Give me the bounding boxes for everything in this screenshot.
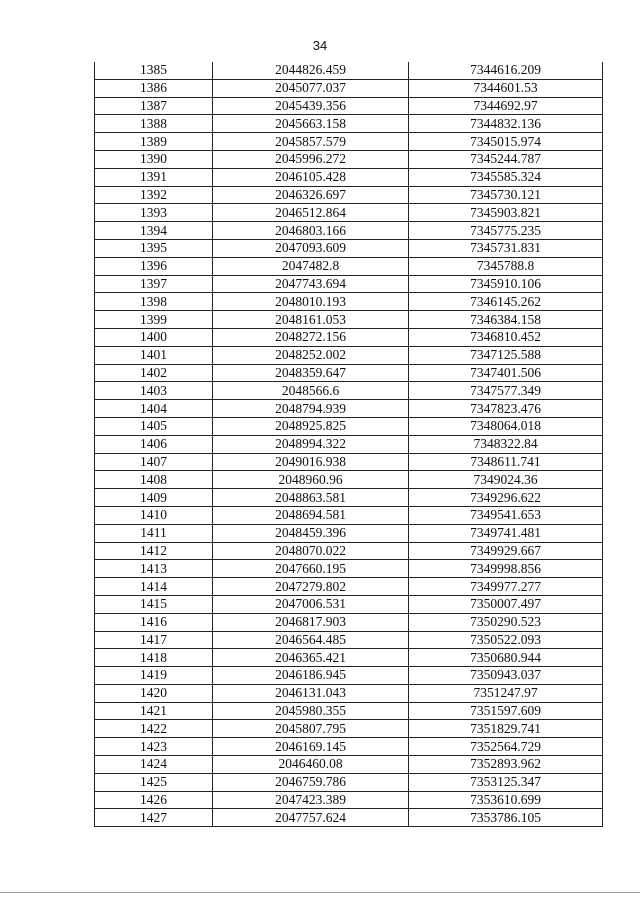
table-row [95, 578, 603, 596]
y-coordinate-cell: 7344601.53 [409, 79, 603, 97]
point-number-cell: 1427 [95, 809, 213, 827]
y-coordinate-cell: 7350290.523 [409, 613, 603, 631]
table-row [95, 328, 603, 346]
point-number-cell: 1410 [95, 506, 213, 524]
y-coordinate-cell: 7351829.741 [409, 720, 603, 738]
table-row [95, 168, 603, 186]
table-row [95, 756, 603, 774]
coordinates-table-body [95, 62, 603, 827]
y-coordinate-cell: 7347823.476 [409, 400, 603, 418]
x-coordinate-cell: 2046817.903 [213, 613, 409, 631]
y-coordinate-cell: 7348611.741 [409, 453, 603, 471]
x-coordinate-cell: 2048070.022 [213, 542, 409, 560]
y-coordinate-cell: 7352893.962 [409, 756, 603, 774]
x-coordinate-cell: 2046105.428 [213, 168, 409, 186]
y-coordinate-cell: 7353786.105 [409, 809, 603, 827]
y-coordinate-cell: 7349296.622 [409, 489, 603, 507]
table-row [95, 346, 603, 364]
x-coordinate-cell: 2048161.053 [213, 311, 409, 329]
point-number-cell: 1417 [95, 631, 213, 649]
point-number-cell: 1422 [95, 720, 213, 738]
point-number-cell: 1426 [95, 791, 213, 809]
y-coordinate-cell: 7347125.588 [409, 346, 603, 364]
table-row [95, 453, 603, 471]
point-number-cell: 1394 [95, 222, 213, 240]
y-coordinate-cell: 7346384.158 [409, 311, 603, 329]
x-coordinate-cell: 2047482.8 [213, 257, 409, 275]
x-coordinate-cell: 2047757.624 [213, 809, 409, 827]
x-coordinate-cell: 2046759.786 [213, 773, 409, 791]
x-coordinate-cell: 2046460.08 [213, 756, 409, 774]
y-coordinate-cell: 7345903.821 [409, 204, 603, 222]
x-coordinate-cell: 2049016.938 [213, 453, 409, 471]
table-row [95, 738, 603, 756]
x-coordinate-cell: 2048994.322 [213, 435, 409, 453]
point-number-cell: 1425 [95, 773, 213, 791]
y-coordinate-cell: 7346810.452 [409, 328, 603, 346]
table-row [95, 702, 603, 720]
point-number-cell: 1398 [95, 293, 213, 311]
point-number-cell: 1403 [95, 382, 213, 400]
point-number-cell: 1399 [95, 311, 213, 329]
table-row [95, 791, 603, 809]
x-coordinate-cell: 2045439.356 [213, 97, 409, 115]
point-number-cell: 1396 [95, 257, 213, 275]
x-coordinate-cell: 2048272.156 [213, 328, 409, 346]
x-coordinate-cell: 2047743.694 [213, 275, 409, 293]
x-coordinate-cell: 2048359.647 [213, 364, 409, 382]
y-coordinate-cell: 7350007.497 [409, 595, 603, 613]
point-number-cell: 1392 [95, 186, 213, 204]
y-coordinate-cell: 7349741.481 [409, 524, 603, 542]
y-coordinate-cell: 7345585.324 [409, 168, 603, 186]
x-coordinate-cell: 2045980.355 [213, 702, 409, 720]
point-number-cell: 1418 [95, 649, 213, 667]
point-number-cell: 1421 [95, 702, 213, 720]
point-number-cell: 1405 [95, 417, 213, 435]
y-coordinate-cell: 7345788.8 [409, 257, 603, 275]
y-coordinate-cell: 7353125.347 [409, 773, 603, 791]
table-row [95, 613, 603, 631]
x-coordinate-cell: 2047279.802 [213, 578, 409, 596]
y-coordinate-cell: 7350680.944 [409, 649, 603, 667]
point-number-cell: 1391 [95, 168, 213, 186]
page-bottom-rule [0, 892, 640, 893]
point-number-cell: 1411 [95, 524, 213, 542]
point-number-cell: 1390 [95, 150, 213, 168]
y-coordinate-cell: 7344692.97 [409, 97, 603, 115]
point-number-cell: 1400 [95, 328, 213, 346]
x-coordinate-cell: 2048566.6 [213, 382, 409, 400]
x-coordinate-cell: 2045857.579 [213, 133, 409, 151]
x-coordinate-cell: 2046512.864 [213, 204, 409, 222]
y-coordinate-cell: 7349977.277 [409, 578, 603, 596]
x-coordinate-cell: 2047093.609 [213, 239, 409, 257]
x-coordinate-cell: 2048252.002 [213, 346, 409, 364]
y-coordinate-cell: 7349024.36 [409, 471, 603, 489]
y-coordinate-cell: 7352564.729 [409, 738, 603, 756]
point-number-cell: 1393 [95, 204, 213, 222]
x-coordinate-cell: 2048925.825 [213, 417, 409, 435]
y-coordinate-cell: 7348064.018 [409, 417, 603, 435]
x-coordinate-cell: 2045807.795 [213, 720, 409, 738]
table-row [95, 150, 603, 168]
table-row [95, 524, 603, 542]
y-coordinate-cell: 7348322.84 [409, 435, 603, 453]
x-coordinate-cell: 2045077.037 [213, 79, 409, 97]
point-number-cell: 1388 [95, 115, 213, 133]
point-number-cell: 1386 [95, 79, 213, 97]
table-row [95, 400, 603, 418]
x-coordinate-cell: 2045663.158 [213, 115, 409, 133]
y-coordinate-cell: 7351597.609 [409, 702, 603, 720]
table-row [95, 186, 603, 204]
point-number-cell: 1385 [95, 62, 213, 79]
point-number-cell: 1413 [95, 560, 213, 578]
point-number-cell: 1414 [95, 578, 213, 596]
table-row [95, 364, 603, 382]
table-row [95, 204, 603, 222]
point-number-cell: 1424 [95, 756, 213, 774]
y-coordinate-cell: 7349998.856 [409, 560, 603, 578]
point-number-cell: 1409 [95, 489, 213, 507]
x-coordinate-cell: 2048794.939 [213, 400, 409, 418]
point-number-cell: 1397 [95, 275, 213, 293]
x-coordinate-cell: 2046365.421 [213, 649, 409, 667]
x-coordinate-cell: 2047423.389 [213, 791, 409, 809]
table-row [95, 382, 603, 400]
table-row [95, 275, 603, 293]
y-coordinate-cell: 7344832.136 [409, 115, 603, 133]
x-coordinate-cell: 2046564.485 [213, 631, 409, 649]
point-number-cell: 1404 [95, 400, 213, 418]
point-number-cell: 1423 [95, 738, 213, 756]
y-coordinate-cell: 7350943.037 [409, 667, 603, 685]
y-coordinate-cell: 7353610.699 [409, 791, 603, 809]
x-coordinate-cell: 2048694.581 [213, 506, 409, 524]
table-row [95, 222, 603, 240]
x-coordinate-cell: 2046169.145 [213, 738, 409, 756]
y-coordinate-cell: 7347401.506 [409, 364, 603, 382]
y-coordinate-cell: 7351247.97 [409, 684, 603, 702]
table-row [95, 667, 603, 685]
table-row [95, 79, 603, 97]
point-number-cell: 1416 [95, 613, 213, 631]
x-coordinate-cell: 2048863.581 [213, 489, 409, 507]
table-row [95, 97, 603, 115]
point-number-cell: 1387 [95, 97, 213, 115]
table-row [95, 133, 603, 151]
y-coordinate-cell: 7344616.209 [409, 62, 603, 79]
y-coordinate-cell: 7347577.349 [409, 382, 603, 400]
y-coordinate-cell: 7345731.831 [409, 239, 603, 257]
point-number-cell: 1415 [95, 595, 213, 613]
x-coordinate-cell: 2048960.96 [213, 471, 409, 489]
point-number-cell: 1401 [95, 346, 213, 364]
table-row [95, 631, 603, 649]
table-row [95, 115, 603, 133]
table-row [95, 293, 603, 311]
table-row [95, 417, 603, 435]
table-row [95, 435, 603, 453]
point-number-cell: 1412 [95, 542, 213, 560]
table-row [95, 489, 603, 507]
table-row [95, 720, 603, 738]
y-coordinate-cell: 7345910.106 [409, 275, 603, 293]
table-row [95, 471, 603, 489]
x-coordinate-cell: 2046803.166 [213, 222, 409, 240]
point-number-cell: 1407 [95, 453, 213, 471]
table-row [95, 773, 603, 791]
table-row [95, 542, 603, 560]
table-row [95, 257, 603, 275]
table-row [95, 311, 603, 329]
y-coordinate-cell: 7345730.121 [409, 186, 603, 204]
point-number-cell: 1420 [95, 684, 213, 702]
point-number-cell: 1402 [95, 364, 213, 382]
x-coordinate-cell: 2047006.531 [213, 595, 409, 613]
x-coordinate-cell: 2048459.396 [213, 524, 409, 542]
y-coordinate-cell: 7349929.667 [409, 542, 603, 560]
x-coordinate-cell: 2046326.697 [213, 186, 409, 204]
y-coordinate-cell: 7345015.974 [409, 133, 603, 151]
point-number-cell: 1408 [95, 471, 213, 489]
point-number-cell: 1389 [95, 133, 213, 151]
x-coordinate-cell: 2046131.043 [213, 684, 409, 702]
table-row [95, 809, 603, 827]
y-coordinate-cell: 7349541.653 [409, 506, 603, 524]
y-coordinate-cell: 7345244.787 [409, 150, 603, 168]
table-row [95, 684, 603, 702]
point-number-cell: 1395 [95, 239, 213, 257]
table-row [95, 62, 603, 79]
table-row [95, 560, 603, 578]
y-coordinate-cell: 7350522.093 [409, 631, 603, 649]
coordinates-table [94, 62, 603, 827]
table-row [95, 506, 603, 524]
table-row [95, 595, 603, 613]
table-row [95, 239, 603, 257]
x-coordinate-cell: 2044826.459 [213, 62, 409, 79]
point-number-cell: 1419 [95, 667, 213, 685]
x-coordinate-cell: 2047660.195 [213, 560, 409, 578]
y-coordinate-cell: 7345775.235 [409, 222, 603, 240]
x-coordinate-cell: 2048010.193 [213, 293, 409, 311]
point-number-cell: 1406 [95, 435, 213, 453]
x-coordinate-cell: 2046186.945 [213, 667, 409, 685]
x-coordinate-cell: 2045996.272 [213, 150, 409, 168]
y-coordinate-cell: 7346145.262 [409, 293, 603, 311]
page-number: 34 [312, 38, 328, 53]
table-row [95, 649, 603, 667]
